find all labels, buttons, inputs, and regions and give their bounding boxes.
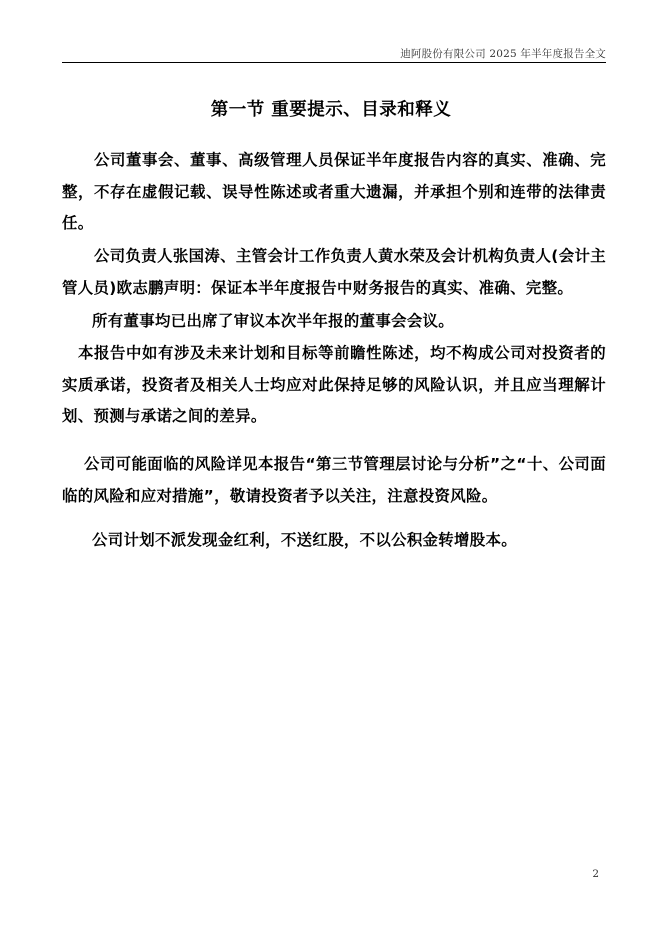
running-header: 迪阿股份有限公司 2025 年半年度报告全文 [400, 48, 606, 60]
paragraph-directors-attendance: 所有董事均已出席了审议本次半年报的董事会会议。 [92, 312, 455, 330]
paragraph-responsible-persons-statement: 公司负责人张国涛、主管会计工作负责人黄水荣及会计机构负责人(会计主管人员)欧志鹏声明：保证本半年度报告中财务报告的真实、准确、完整。 [62, 247, 606, 297]
paragraph-dividend-plan: 公司计划不派发现金红利，不送红股，不以公积金转增股本。 [92, 531, 517, 549]
paragraph-risk-notice: 公司可能面临的风险详见本报告“第三节管理层讨论与分析”之“十、公司面临的风险和应对措施”，敬请投资者予以关注，注意投资风险。 [62, 455, 606, 505]
section-title: 第一节 重要提示、目录和释义 [210, 100, 452, 120]
paragraph-board-guarantee: 公司董事会、董事、高级管理人员保证半年度报告内容的真实、准确、完整，不存在虚假记载、误导性陈述或者重大遗漏，并承担个别和连带的法律责任。 [62, 151, 606, 232]
header-divider [62, 62, 606, 63]
paragraph-forward-looking-statements: 本报告中如有涉及未来计划和目标等前瞻性陈述，均不构成公司对投资者的实质承诺，投资者及相关人士均应对此保持足够的风险认识，并且应当理解计划、预测与承诺之间的差异。 [62, 344, 606, 425]
page-number: 2 [592, 868, 599, 880]
